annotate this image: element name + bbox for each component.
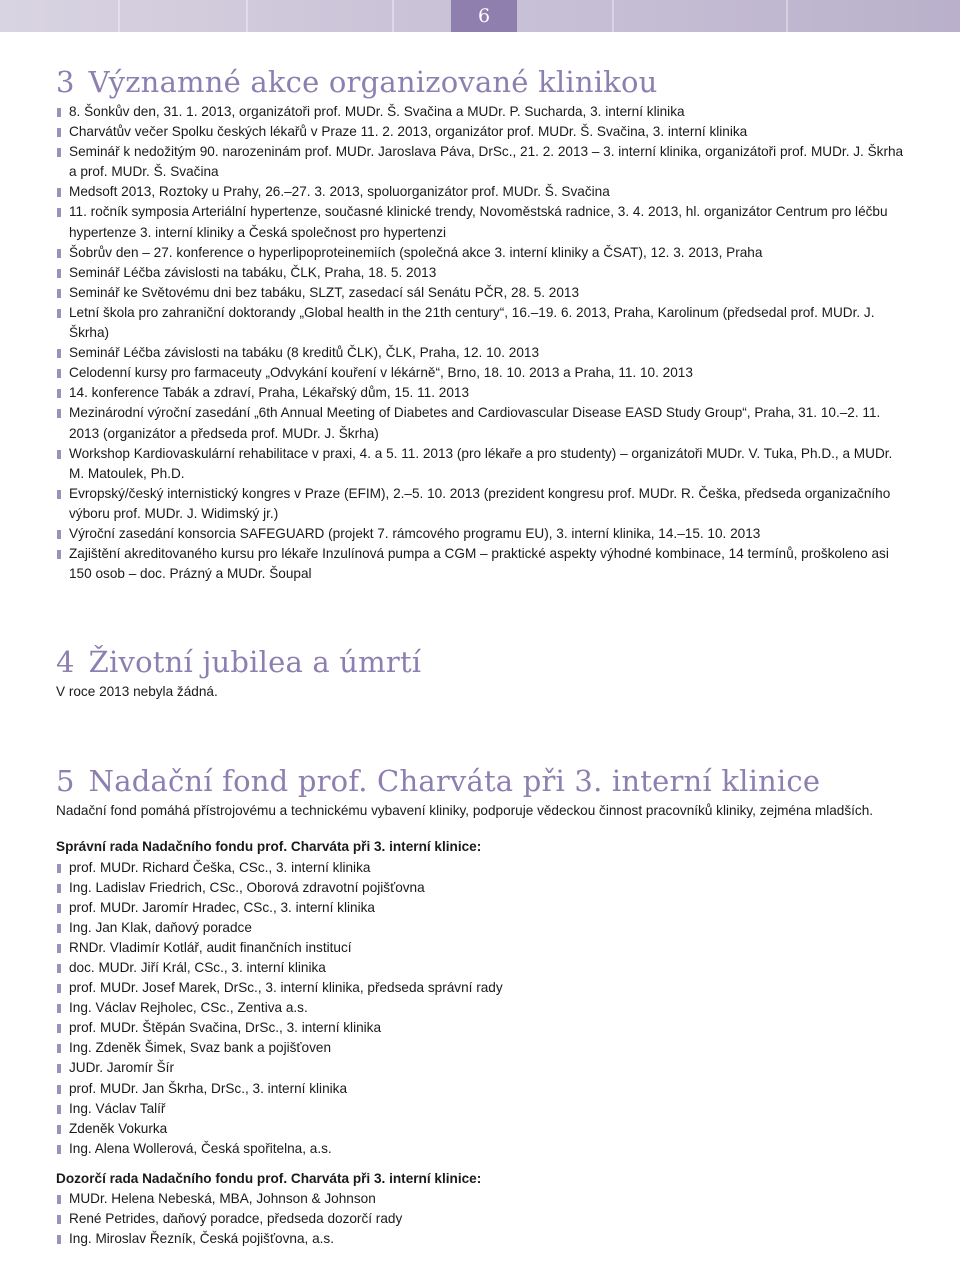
board-heading: Správní rada Nadačního fondu prof. Charváta při 3. interní klinice: <box>56 839 482 855</box>
header-ornament <box>392 0 394 32</box>
list-item: prof. MUDr. Josef Marek, DrSc., 3. interní klinika, předseda správní rady <box>56 978 908 998</box>
list-item: Zajištění akreditovaného kursu pro lékaře Inzulínová pumpa a CGM – praktické aspekty výhodné kombinace, 14 termínů, proškoleno asi 150 osob – doc. Prázný a MUDr. Šoupal <box>56 544 908 584</box>
list-item: Seminář Léčba závislosti na tabáku, ČLK, Praha, 18. 5. 2013 <box>56 263 908 283</box>
list-item: Šobrův den – 27. konference o hyperlipoproteinemiích (společná akce 3. interní kliniky a ČSAT), 12. 3. 2013, Praha <box>56 243 908 263</box>
section-heading <box>56 62 908 102</box>
list-item: René Petrides, daňový poradce, předseda dozorčí rady <box>56 1209 908 1229</box>
list-item: doc. MUDr. Jiří Král, CSc., 3. interní klinika <box>56 958 908 978</box>
list-item: Charvátův večer Spolku českých lékařů v Praze 11. 2. 2013, organizátor prof. MUDr. Š. Svačina, 3. interní klinika <box>56 122 908 142</box>
section-title: Významné akce organizované klinikou <box>88 65 658 99</box>
section-text: V roce 2013 nebyla žádná. <box>56 684 218 700</box>
header-ornament <box>786 0 788 32</box>
section-number: 3 <box>56 65 75 99</box>
list-item: MUDr. Helena Nebeská, MBA, Johnson & Johnson <box>56 1189 908 1209</box>
list-item: 11. ročník symposia Arteriální hypertenze, současné klinické trendy, Novoměstská radnice, 3. 4. 2013, hl. organizátor Centrum pro léčbu hypertenze 3. interní kliniky a Česká společnost pro hypertenzi <box>56 202 908 242</box>
list-item: Seminář ke Světovému dni bez tabáku, SLZT, zasedací sál Senátu PČR, 28. 5. 2013 <box>56 283 908 303</box>
events-list <box>56 102 908 584</box>
list-item: JUDr. Jaromír Šír <box>56 1058 908 1078</box>
list-item: Celodenní kursy pro farmaceuty „Odvykání kouření v lékárně“, Brno, 18. 10. 2013 a Praha, 11. 10. 2013 <box>56 363 908 383</box>
page-content <box>56 62 908 1249</box>
section-title: Životní jubilea a úmrtí <box>88 645 422 680</box>
list-item: 8. Šonkův den, 31. 1. 2013, organizátoři prof. MUDr. Š. Svačina a MUDr. P. Sucharda, 3. interní klinika <box>56 102 908 122</box>
section-events <box>56 62 908 584</box>
list-item: Ing. Alena Wollerová, Česká spořitelna, a.s. <box>56 1139 908 1159</box>
list-item: Ing. Miroslav Řezník, Česká pojišťovna, a.s. <box>56 1229 908 1249</box>
header-ornament <box>246 0 248 32</box>
list-item: prof. MUDr. Jan Škrha, DrSc., 3. interní klinika <box>56 1079 908 1099</box>
section-heading <box>56 761 908 801</box>
supervisory-board-heading: Dozorčí rada Nadačního fondu prof. Charváta při 3. interní klinice: <box>56 1170 482 1186</box>
list-item: Ing. Jan Klak, daňový poradce <box>56 918 908 938</box>
header-ornament <box>612 0 614 32</box>
list-item: Mezinárodní výroční zasedání „6th Annual Meeting of Diabetes and Cardiovascular Disease EASD Study Group“, Praha, 31. 10.–2. 11. 2013 (organizátor a předseda prof. MUDr. J. Škrha) <box>56 403 908 443</box>
page-number: 6 <box>451 0 517 32</box>
section-title: Nadační fond prof. Charváta při 3. interní klinice <box>88 764 821 799</box>
list-item: Medsoft 2013, Roztoky u Prahy, 26.–27. 3. 2013, spoluorganizátor prof. MUDr. Š. Svačina <box>56 182 908 202</box>
list-item: prof. MUDr. Richard Češka, CSc., 3. interní klinika <box>56 858 908 878</box>
header-ornament <box>118 0 120 32</box>
list-item: Výroční zasedání konsorcia SAFEGUARD (projekt 7. rámcového programu EU), 3. interní klinika, 14.–15. 10. 2013 <box>56 524 908 544</box>
list-item: Workshop Kardiovaskulární rehabilitace v praxi, 4. a 5. 11. 2013 (pro lékaře a pro studenty) – organizátoři MUDr. V. Tuka, Ph.D., a MUDr. M. Matoulek, Ph.D. <box>56 444 908 484</box>
section-number: 4 <box>56 645 75 680</box>
section-jubilees <box>56 642 908 702</box>
list-item: Ing. Ladislav Friedrich, CSc., Oborová zdravotní pojišťovna <box>56 878 908 898</box>
list-item: prof. MUDr. Štěpán Svačina, DrSc., 3. interní klinika <box>56 1018 908 1038</box>
list-item: Ing. Václav Talíř <box>56 1099 908 1119</box>
list-item: RNDr. Vladimír Kotlář, audit finančních institucí <box>56 938 908 958</box>
board-members-list <box>56 858 908 1159</box>
list-item: Evropský/český internistický kongres v Praze (EFIM), 2.–5. 10. 2013 (prezident kongresu prof. MUDr. R. Češka, předseda organizačního výboru prof. MUDr. J. Widimský jr.) <box>56 484 908 524</box>
list-item: 14. konference Tabák a zdraví, Praha, Lékařský dům, 15. 11. 2013 <box>56 383 908 403</box>
list-item: Zdeněk Vokurka <box>56 1119 908 1139</box>
section-text: Nadační fond pomáhá přístrojovému a technickému vybavení kliniky, podporuje vědeckou činnost pracovníků kliniky, zejména mladších. <box>56 803 874 819</box>
list-item: Seminář k nedožitým 90. narozeninám prof. MUDr. Jaroslava Páva, DrSc., 21. 2. 2013 – 3. interní klinika, organizátoři prof. MUDr. J. Škrha a prof. MUDr. Š. Svačina <box>56 142 908 182</box>
supervisory-members-list <box>56 1189 908 1249</box>
section-heading <box>56 642 908 682</box>
list-item: Letní škola pro zahraniční doktorandy „Global health in the 21th century“, 16.–19. 6. 2013, Praha, Karolinum (předsedal prof. MUDr. J. Škrha) <box>56 303 908 343</box>
section-foundation <box>56 761 908 1249</box>
list-item: Seminář Léčba závislosti na tabáku (8 kreditů ČLK), ČLK, Praha, 12. 10. 2013 <box>56 343 908 363</box>
list-item: prof. MUDr. Jaromír Hradec, CSc., 3. interní klinika <box>56 898 908 918</box>
list-item: Ing. Zdeněk Šimek, Svaz bank a pojišťoven <box>56 1038 908 1058</box>
section-number: 5 <box>56 764 75 799</box>
list-item: Ing. Václav Rejholec, CSc., Zentiva a.s. <box>56 998 908 1018</box>
